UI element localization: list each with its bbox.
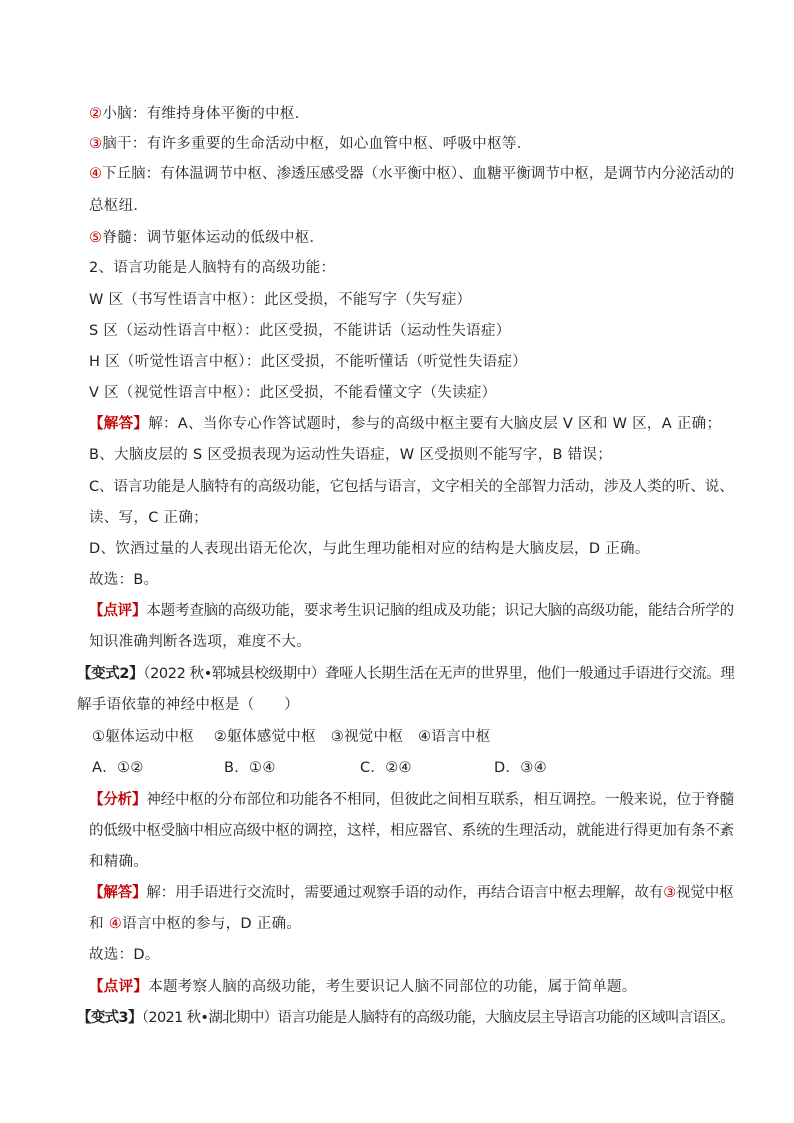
line-text: 和 [89, 916, 109, 932]
option-b[interactable]: B．①④ [224, 760, 276, 776]
line-text: 解：A、当你专心作答试题时，参与的高级中枢主要有大脑皮层 V 区和 W 区，A 正确； [148, 416, 722, 432]
circled-number: ③ [89, 136, 103, 152]
answer-line [89, 414, 721, 434]
circled-number: ④ [108, 916, 123, 932]
text-line: 和精确。 [89, 854, 149, 870]
line-text: （2022 秋•郓城县校级期中）聋哑人长期生活在无声的世界里，他们一般通过手语进行交流。理 [143, 666, 735, 682]
line-text: 脑干：有许多重要的生命活动中枢，如心血管中枢、呼吸中枢等． [102, 136, 532, 152]
text-line: ①躯体运动中枢 ②躯体感觉中枢 ③视觉中枢 ④语言中枢 [92, 729, 491, 745]
circled-number: ④ [89, 166, 103, 182]
line-text: 神经中枢的分布部位和功能各不相同，但彼此之间相互联系，相互调控。一般来说，位于脊髓 [146, 792, 735, 808]
text-line: 的低级中枢受脑中相应高级中枢的调控，这样，相应器官、系统的生理活动，就能进行得更加有条不紊 [89, 823, 734, 839]
text-line [89, 134, 532, 154]
circled-number: ② [89, 106, 103, 122]
circled-number: ③ [663, 885, 677, 901]
answer-line [89, 883, 734, 903]
line-text: 本题考查脑的高级功能，要求考生识记脑的组成及功能；识记大脑的高级功能，能结合所学的 [146, 603, 735, 619]
variant-tag: 【变式2】 [77, 666, 144, 682]
comment-tag: 【点评】 [89, 979, 149, 995]
line-text: （2021 秋•湖北期中）语言功能是人脑特有的高级功能，大脑皮层主导语言功能的区域叫言语区。 [141, 1010, 735, 1026]
text-line: B、大脑皮层的 S 区受损表现为运动性失语症，W 区受损则不能写字，B 错误； [89, 447, 613, 463]
text-line: 故选：D。 [89, 947, 160, 963]
analysis-tag: 【分析】 [89, 792, 147, 808]
line-text: 视觉中枢 [676, 885, 734, 901]
option-c[interactable]: C．②④ [360, 760, 412, 776]
text-line: 解手语依靠的神经中枢是（ ） [77, 697, 299, 713]
text-line: D、饮酒过量的人表现出语无伦次，与此生理功能相对应的结构是大脑皮层，D 正确。 [89, 541, 650, 557]
line-text: 下丘脑：有体温调节中枢、渗透压感受器（水平衡中枢）、血糖平衡调节中枢，是调节内分泌活动的 [102, 166, 735, 182]
text-line: V 区（视觉性语言中枢）：此区受损，不能看懂文字（失读症） [89, 385, 497, 401]
comment-line [89, 977, 637, 997]
question-line [77, 1008, 734, 1028]
answer-tag: 【解答】 [89, 885, 147, 901]
comment-line [89, 601, 734, 621]
text-line: 总枢纽． [89, 198, 149, 214]
option-d[interactable]: D．③④ [494, 760, 547, 776]
text-line [89, 104, 310, 124]
answer-options [92, 758, 547, 778]
circled-number: ⑤ [89, 230, 103, 246]
line-text: 本题考察人脑的高级功能，考生要识记人脑不同部位的功能，属于简单题。 [148, 979, 637, 995]
answer-tag: 【解答】 [89, 416, 149, 432]
text-line [89, 914, 301, 934]
line-text: 小脑：有维持身体平衡的中枢． [102, 106, 310, 122]
text-line: H 区（听觉性语言中枢）：此区受损，不能听懂话（听觉性失语症） [89, 354, 528, 370]
question-line [77, 664, 734, 684]
text-line: C、语言功能是人脑特有的高级功能，它包括与语言，文字相关的全部智力活动，涉及人类的听、说、 [89, 479, 734, 495]
option-a[interactable]: A．①② [92, 760, 144, 776]
line-text: 脊髓：调节躯体运动的低级中枢． [102, 230, 325, 246]
text-line: 2、语言功能是人脑特有的高级功能： [89, 260, 336, 276]
comment-tag: 【点评】 [89, 603, 147, 619]
text-line: S 区（运动性语言中枢）：此区受损，不能讲话（运动性失语症） [89, 323, 511, 339]
analysis-line [89, 790, 734, 810]
text-line: 读、写，C 正确； [89, 510, 208, 526]
line-text: 解：用手语进行交流时，需要通过观察手语的动作，再结合语言中枢去理解，故有 [146, 885, 664, 901]
text-line: W 区（书写性语言中枢）：此区受损，不能写字（失写症） [89, 292, 472, 308]
variant-tag: 【变式3】 [77, 1010, 142, 1026]
line-text: 语言中枢的参与，D 正确。 [122, 916, 302, 932]
text-line: 知识准确判断各选项，难度不大。 [89, 634, 311, 650]
text-line [89, 164, 734, 184]
text-line [89, 228, 324, 248]
text-line: 故选：B。 [89, 572, 159, 588]
